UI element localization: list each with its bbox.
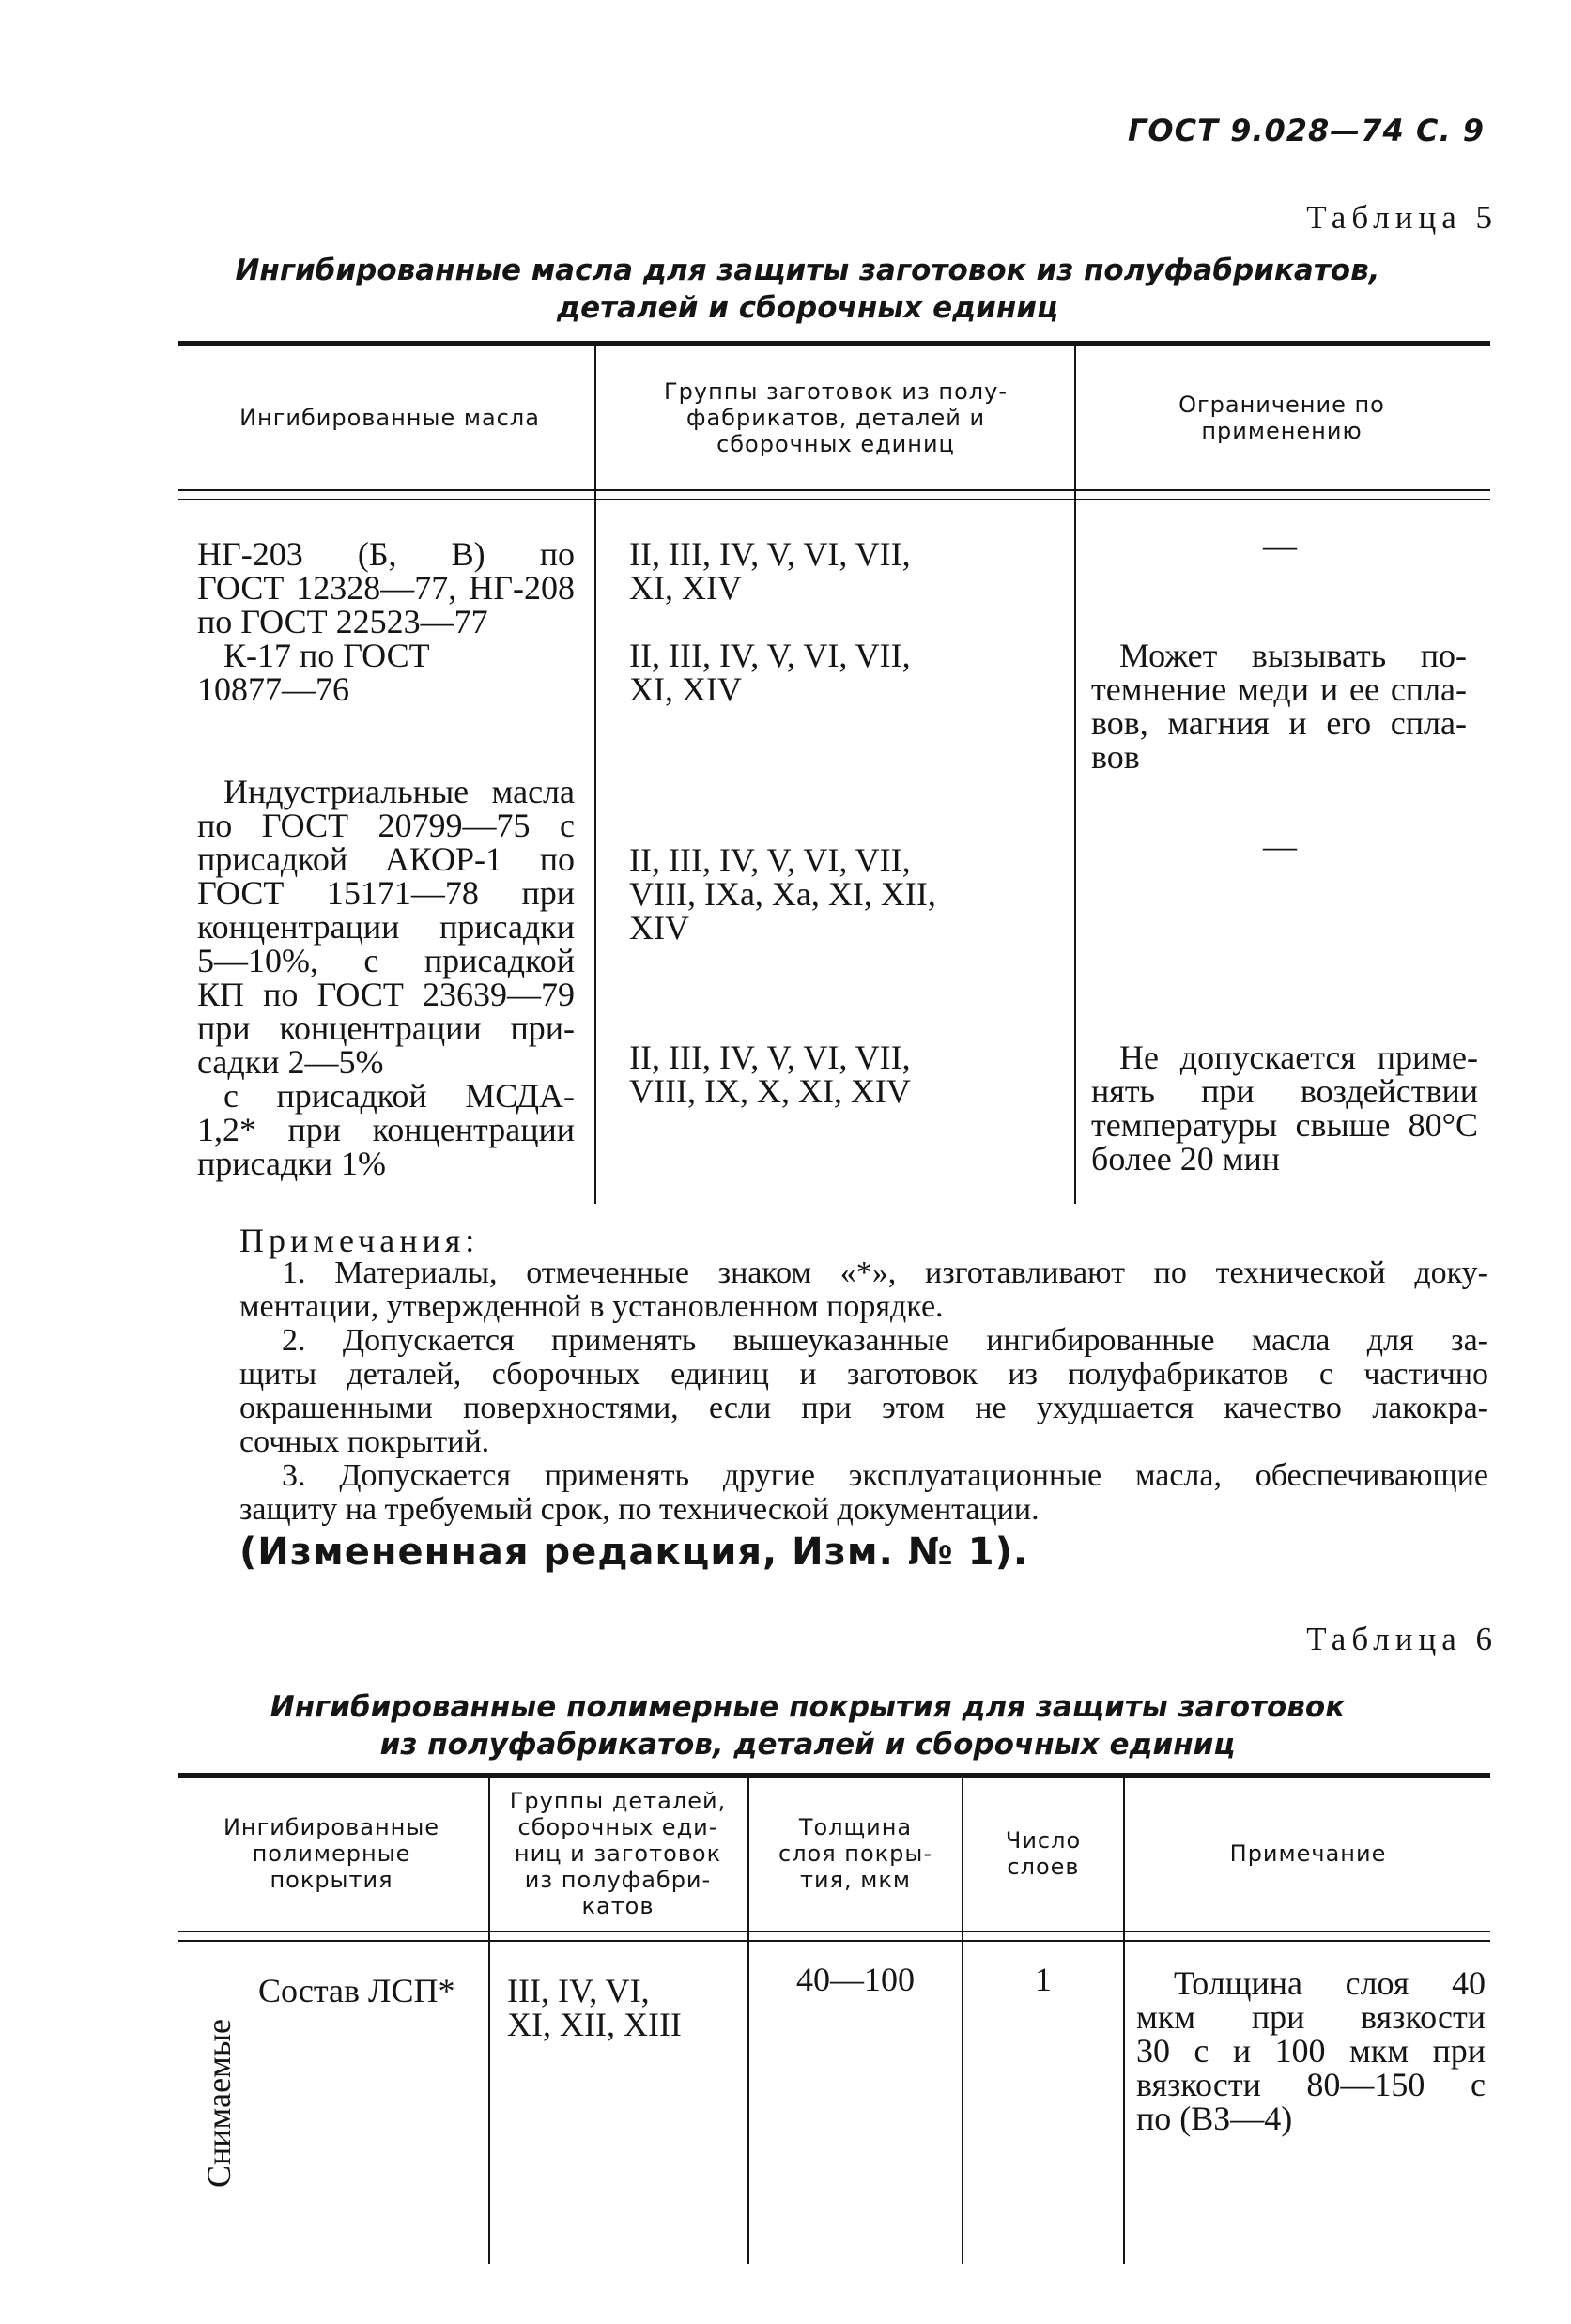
table5-row-limit: — (1263, 827, 1297, 865)
table5-number: Таблица 5 (1306, 199, 1498, 236)
cell-line: 5—10%, с присадкой (197, 942, 575, 979)
cell-line: мкм при вязкости (1136, 1998, 1486, 2036)
table5-column-divider (1074, 344, 1076, 1204)
cell-line: II, III, IV, V, VI, VII, (629, 535, 911, 573)
cell-line: II, III, IV, V, VI, VII, (629, 1039, 911, 1076)
note-line: 1. Материалы, отмеченные знаком «*», изготавливают по технической доку- (282, 1255, 1488, 1290)
cell-line: XI, XIV (629, 569, 742, 607)
cell-line: по ГОСТ 22523—77 (197, 603, 488, 640)
header-line: сборочных единиц (716, 431, 955, 457)
note-item (239, 1459, 1488, 1527)
cell-line: III, IV, VI, (507, 1972, 650, 2009)
cell-line: К-17 по ГОСТ (223, 637, 430, 674)
header-line: тия, мкм (800, 1867, 911, 1893)
table6-column-divider (747, 1776, 749, 2264)
header-line: применению (1201, 418, 1363, 444)
cell-line: Не допускается приме- (1119, 1039, 1478, 1076)
cell-line: присадки 1% (197, 1145, 386, 1182)
cell-line: нять при воздействии (1091, 1072, 1478, 1110)
table6-header-groups (492, 1778, 744, 1929)
table5-row-groups (629, 639, 1047, 706)
table6-header-note (1127, 1778, 1489, 1929)
note-line: ментации, утвержденной в установленном порядке. (239, 1289, 944, 1324)
header-line: Группы деталей, (509, 1788, 727, 1814)
header-line: Группы заготовок из полу- (664, 378, 1008, 405)
note-item (239, 1256, 1488, 1324)
cell-line: Индустриальные масла (223, 773, 575, 810)
note-item (239, 1324, 1488, 1459)
category-text: Снимаемые (200, 2019, 239, 2188)
cell-line: КП по ГОСТ 23639—79 (197, 976, 575, 1013)
table6-header-coatings (178, 1778, 485, 1929)
note-line: 2. Допускается применять вышеуказанные ингибированные масла для за- (282, 1323, 1488, 1358)
table5-row-groups (629, 537, 1047, 605)
cell-line: XI, XII, XIII (507, 2006, 682, 2043)
cell-line: вов (1091, 738, 1140, 776)
table5-title (150, 252, 1465, 327)
table6-header-layers (965, 1778, 1121, 1929)
cell-line: XI, XIV (629, 670, 742, 708)
cell-line: темнение меди и ее спла- (1091, 670, 1467, 708)
cell-line: НГ-203 (Б, В) по (197, 535, 575, 573)
header-line: Число (1005, 1827, 1082, 1854)
table5-header-limits (1080, 347, 1484, 488)
header-line: из полуфабри- (524, 1867, 712, 1893)
header-line: покрытия (270, 1867, 393, 1893)
table5-row-oil (197, 639, 575, 706)
table6-row-coating: Состав ЛСП* (258, 1972, 455, 2009)
cell-line: при концентрации при- (197, 1009, 575, 1047)
cell-line: VIII, IX, X, XI, XIV (629, 1072, 911, 1110)
header-line: слоя покры- (778, 1840, 932, 1867)
notes-body (239, 1256, 1488, 1527)
header-line: Толщина (798, 1814, 913, 1840)
cell-line: ГОСТ 15171—78 при (197, 874, 575, 912)
table6-row-thickness: 40—100 (796, 1961, 915, 1998)
table6-number: Таблица 6 (1306, 1621, 1498, 1657)
table5-column-divider (594, 344, 596, 1204)
cell-line: II, III, IV, V, VI, VII, (629, 637, 911, 674)
cell-line: 30 с и 100 мкм при (1136, 2032, 1486, 2070)
table5-row-oil (197, 1079, 575, 1180)
header-line: полимерные (252, 1840, 411, 1867)
table5-top-rule (178, 341, 1490, 346)
cell-line: вов, магния и его спла- (1091, 704, 1467, 742)
table5-row-oil (197, 537, 575, 639)
table5-header-groups (601, 347, 1070, 488)
amendment-note: (Измененная редакция, Изм. № 1). (239, 1531, 1029, 1574)
cell-line: ГОСТ 12328—77, НГ-208 (197, 569, 575, 607)
table5-row-limit: — (1263, 527, 1297, 564)
table6-category-label (200, 1958, 238, 2249)
cell-line: Толщина слоя 40 (1174, 1964, 1486, 2002)
table5-row-groups (629, 843, 1047, 945)
note-line: защиту на требуемый срок, по технической документации. (239, 1492, 1040, 1527)
table5-header-rule (178, 489, 1490, 491)
table5-row-limit (1091, 1040, 1478, 1176)
header-line: катов (581, 1893, 655, 1919)
table5-header-oils (188, 347, 592, 488)
cell-line: вязкости 80—150 с (1136, 2066, 1486, 2103)
table6-row-layers: 1 (1035, 1961, 1052, 1998)
table5-row-oil (197, 775, 575, 1079)
cell-line: по ГОСТ 20799—75 с (197, 807, 575, 844)
header-label: Примечание (1229, 1840, 1387, 1867)
table6-title-line: Ингибированные полимерные покрытия для защиты заготовок (270, 1690, 1346, 1724)
cell-line: по (ВЗ—4) (1136, 2100, 1293, 2137)
cell-line: концентрации присадки (197, 908, 575, 946)
cell-line: Может вызывать по- (1119, 637, 1467, 674)
table6-top-rule (178, 1773, 1490, 1778)
table6-row-note (1136, 1966, 1486, 2135)
header-line: фабрикатов, деталей и (685, 405, 986, 431)
table6-header-thickness (751, 1778, 960, 1929)
table5-header-rule (178, 499, 1490, 500)
cell-line: с присадкой МСДА- (223, 1077, 575, 1115)
note-line: окрашенными поверхностями, если при этом не ухудшается качество лакокра- (239, 1391, 1488, 1425)
table6-column-divider (488, 1776, 490, 2264)
table5-row-groups (629, 1040, 1047, 1108)
header-label: Ингибированные масла (239, 405, 540, 431)
table6-title (150, 1688, 1465, 1763)
header-line: сборочных еди- (517, 1814, 718, 1840)
header-line: Ограничение по (1178, 392, 1385, 418)
header-line: Ингибированные (223, 1814, 440, 1840)
note-line: сочных покрытий. (239, 1424, 490, 1459)
table6-column-divider (1123, 1776, 1125, 2264)
table5-row-limit (1091, 639, 1467, 774)
cell-line: II, III, IV, V, VI, VII, (629, 841, 911, 879)
cell-line: более 20 мин (1091, 1140, 1281, 1177)
table6-row-groups (507, 1974, 742, 2041)
cell-line: температуры свыше 80°С (1091, 1106, 1478, 1144)
cell-line: садки 2—5% (197, 1043, 384, 1081)
table6-header-rule (178, 1940, 1490, 1942)
cell-line: XIV (629, 909, 689, 947)
table6-column-divider (962, 1776, 963, 2264)
running-header: ГОСТ 9.028—74 С. 9 (1128, 113, 1485, 148)
table5-title-line: деталей и сборочных единиц (557, 291, 1058, 325)
notes-heading: Примечания: (239, 1222, 480, 1259)
header-line: слоев (1007, 1854, 1080, 1880)
table6-title-line: из полуфабрикатов, деталей и сборочных единиц (379, 1728, 1236, 1762)
cell-line: 1,2* при концентрации (197, 1111, 575, 1148)
note-line: щиты деталей, сборочных единиц и заготовок из полуфабрикатов с частично (239, 1357, 1488, 1392)
cell-line: присадкой АКОР-1 по (197, 840, 575, 878)
note-line: 3. Допускается применять другие эксплуатационные масла, обеспечивающие (282, 1458, 1488, 1493)
header-line: ниц и заготовок (514, 1840, 722, 1867)
cell-line: VIII, IXa, Xa, XI, XII, (629, 875, 936, 913)
cell-line: 10877—76 (197, 670, 349, 708)
table5-title-line: Ингибированные масла для защиты заготовок из полуфабрикатов, (235, 254, 1380, 287)
table6-header-rule (178, 1931, 1490, 1932)
